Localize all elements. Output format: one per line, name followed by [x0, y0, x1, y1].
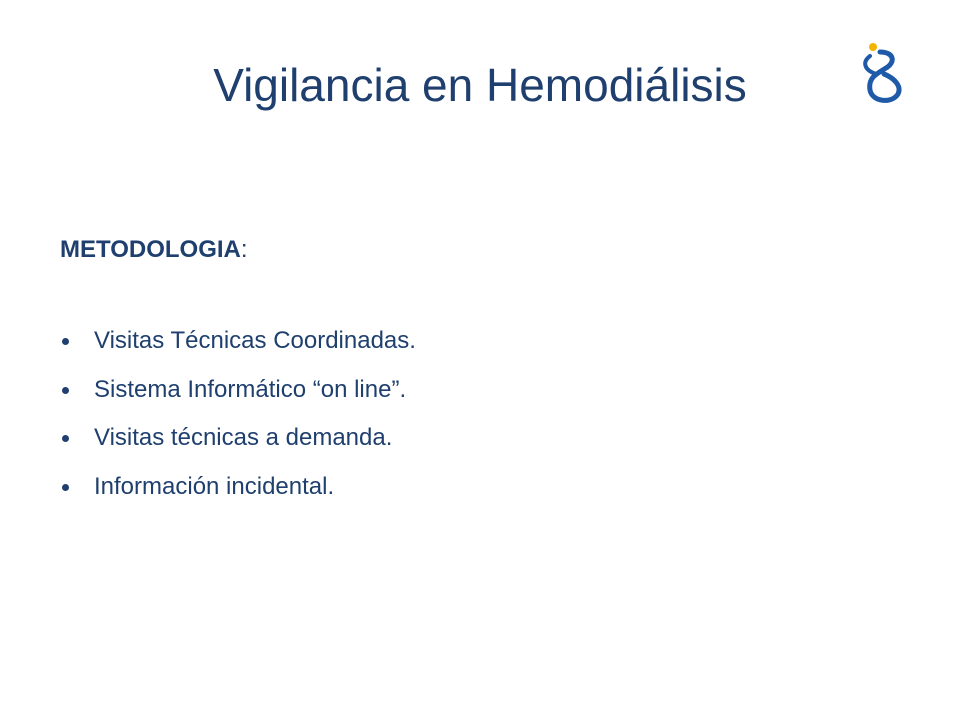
slide-content	[60, 236, 920, 522]
section-heading	[60, 236, 920, 265]
slide-title: Vigilancia en Hemodiálisis	[213, 59, 747, 111]
bullet-item	[60, 327, 920, 356]
bullet-text: Información incidental.	[94, 473, 335, 501]
bullet-item	[60, 473, 920, 502]
bullet-list	[60, 327, 920, 502]
bullet-dot-icon	[62, 338, 69, 345]
bullet-item	[60, 376, 920, 405]
bullet-item	[60, 424, 920, 453]
bullet-text: Sistema Informático “on line”.	[94, 375, 407, 403]
bullet-dot-icon	[62, 387, 69, 394]
bullet-text: Visitas técnicas a demanda.	[94, 424, 393, 452]
bullet-dot-icon	[62, 435, 69, 442]
section-heading-colon: :	[240, 236, 248, 263]
organization-logo-icon	[854, 38, 910, 110]
bullet-text: Visitas Técnicas Coordinadas.	[94, 326, 416, 354]
bullet-dot-icon	[62, 484, 69, 491]
section-heading-text: METODOLOGIA	[60, 236, 241, 263]
